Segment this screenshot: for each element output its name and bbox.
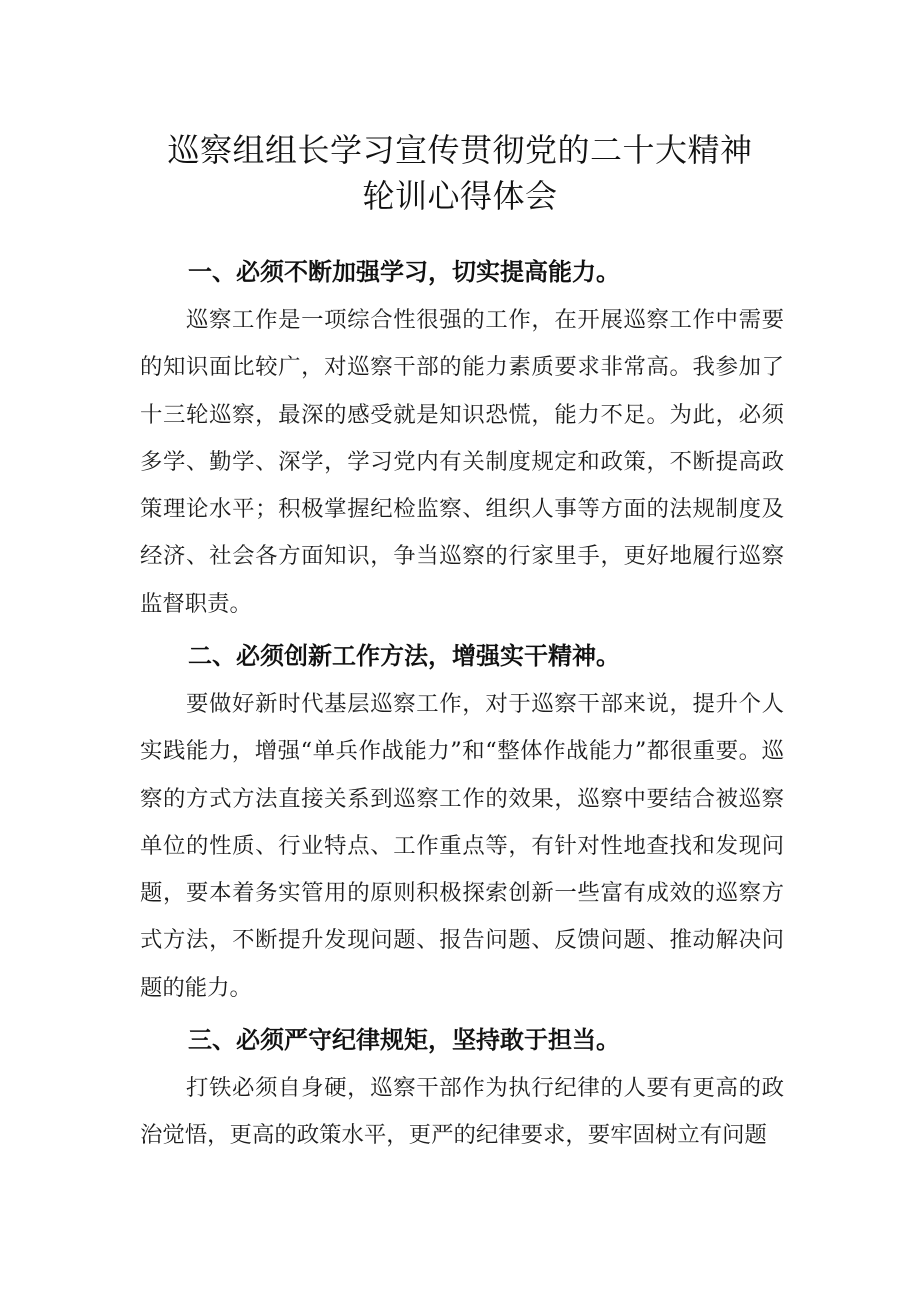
document-title-line-1: 巡察组组长学习宣传贯彻党的二十大精神 bbox=[167, 131, 753, 169]
section-1-body: 巡察工作是一项综合性很强的工作，在开展巡察工作中需要的知识面比较广，对巡察干部的能力素质要求非常高。我参加了十三轮巡察，最深的感受就是知识恐慌，能力不足。为此，必须多学、勤学、深学，学习党内有关制度规定和政策，不断提高政策理论水平；积极掌握纪检监察、组织人事等方面的法规制度及经济、社会各方面知识，争当巡察的行家里手，更好地履行巡察监督职责。 bbox=[140, 307, 784, 617]
section-2-heading: 二、必须创新工作方法，增强实干精神。 bbox=[188, 642, 620, 670]
document-title-line-2: 轮训心得体会 bbox=[362, 177, 558, 215]
section-1-heading: 一、必须不断加强学习，切实提高能力。 bbox=[188, 258, 620, 286]
section-3-heading: 三、必须严守纪律规矩，坚持敢于担当。 bbox=[188, 1026, 620, 1054]
section-3-body: 打铁必须自身硬，巡察干部作为执行纪律的人要有更高的政治觉悟，更高的政策水平，更严的纪律要求，要牢固树立有问题 bbox=[140, 1075, 784, 1149]
section-2-body: 要做好新时代基层巡察工作，对于巡察干部来说，提升个人实践能力，增强“单兵作战能力”和“整体作战能力”都很重要。巡察的方式方法直接关系到巡察工作的效果，巡察中要结合被巡察单位的性质、行业特点、工作重点等，有针对性地查找和发现问题，要本着务实管用的原则积极探索创新一些富有成效的巡察方式方法，不断提升发现问题、报告问题、反馈问题、推动解决问题的能力。 bbox=[140, 691, 784, 1001]
